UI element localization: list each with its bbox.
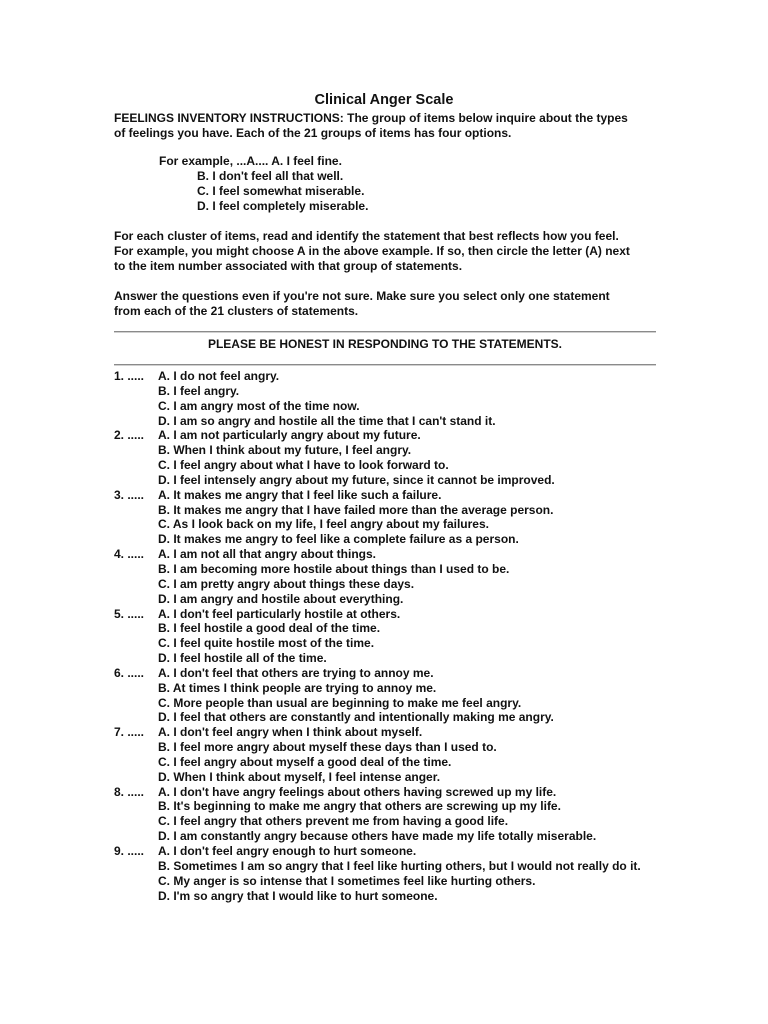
item-option: A. I don't feel particularly hostile at others. xyxy=(158,606,401,621)
item-option: C. As I look back on my life, I feel angry about my failures. xyxy=(158,517,489,532)
item-option: D. I feel hostile all of the time. xyxy=(158,651,327,666)
item-option: D. It makes me angry to feel like a complete failure as a person. xyxy=(158,532,519,547)
example-option-c: C. I feel somewhat miserable. xyxy=(197,184,365,198)
item-row xyxy=(114,859,659,874)
item-option: C. My anger is so intense that I sometimes feel like hurting others. xyxy=(158,873,536,888)
item-option: B. When I think about my future, I feel angry. xyxy=(158,443,412,458)
item-option: D. I'm so angry that I would like to hurt someone. xyxy=(158,888,438,903)
instructions-line-1: FEELINGS INVENTORY INSTRUCTIONS: The group of items below inquire about the types xyxy=(114,111,628,125)
item-number[interactable]: 2. ..... xyxy=(114,428,145,443)
example-option-b: B. I don't feel all that well. xyxy=(197,169,344,183)
item-option: C. I feel angry about what I have to look forward to. xyxy=(158,458,449,473)
item-option: B. I feel more angry about myself these days than I used to. xyxy=(158,740,497,755)
item-list xyxy=(114,369,659,903)
item-option: C. I feel quite hostile most of the time. xyxy=(158,636,375,651)
top-divider xyxy=(114,331,656,333)
item-row xyxy=(114,874,659,889)
item-option: A. I don't have angry feelings about others having screwed up my life. xyxy=(158,784,557,799)
item-option: D. When I think about myself, I feel intense anger. xyxy=(158,769,441,784)
page-title: Clinical Anger Scale xyxy=(314,92,454,108)
item-row xyxy=(114,799,659,814)
item-row xyxy=(114,458,659,473)
item-row xyxy=(114,414,659,429)
item-row xyxy=(114,577,659,592)
item-option: D. I am so angry and hostile all the time that I can't stand it. xyxy=(158,413,496,428)
item-row xyxy=(114,443,659,458)
item-row xyxy=(114,725,659,740)
item-number[interactable]: 7. ..... xyxy=(114,725,145,740)
answer-instructions-line-1: Answer the questions even if you're not sure. Make sure you select only one statement xyxy=(114,289,610,303)
item-option: A. I am not particularly angry about my future. xyxy=(158,428,421,443)
item-row xyxy=(114,384,659,399)
item-option: B. I am becoming more hostile about things than I used to be. xyxy=(158,561,510,576)
item-row xyxy=(114,562,659,577)
item-option: B. It makes me angry that I have failed more than the average person. xyxy=(158,502,554,517)
item-number[interactable]: 3. ..... xyxy=(114,487,145,502)
honesty-banner: PLEASE BE HONEST IN RESPONDING TO THE STATEMENTS. xyxy=(207,337,563,351)
item-option: D. I am constantly angry because others have made my life totally miserable. xyxy=(158,829,597,844)
item-number[interactable]: 6. ..... xyxy=(114,665,145,680)
item-row xyxy=(114,814,659,829)
item-row xyxy=(114,785,659,800)
cluster-instructions-line-1: For each cluster of items, read and identify the statement that best reflects how you feel. xyxy=(114,229,619,243)
cluster-instructions-line-2: For example, you might choose A in the above example. If so, then circle the letter (A) next xyxy=(114,244,630,258)
item-row xyxy=(114,607,659,622)
item-option: B. I feel angry. xyxy=(158,383,240,398)
item-number[interactable]: 1. ..... xyxy=(114,369,145,383)
item-row xyxy=(114,473,659,488)
item-row xyxy=(114,755,659,770)
item-row xyxy=(114,770,659,785)
item-row xyxy=(114,636,659,651)
answer-instructions-line-2: from each of the 21 clusters of statements. xyxy=(114,304,359,318)
item-option: D. I feel intensely angry about my future, since it cannot be improved. xyxy=(158,472,555,487)
item-number[interactable]: 9. ..... xyxy=(114,844,145,858)
item-row xyxy=(114,428,659,443)
item-row xyxy=(114,666,659,681)
instructions-line-2: of feelings you have. Each of the 21 groups of items has four options. xyxy=(114,126,512,140)
item-number[interactable]: 4. ..... xyxy=(114,547,145,562)
item-option: A. I don't feel angry enough to hurt someone. xyxy=(158,844,417,858)
item-row xyxy=(114,710,659,725)
item-option: A. I do not feel angry. xyxy=(158,369,280,383)
item-option: C. I feel angry about myself a good deal of the time. xyxy=(158,754,452,769)
item-option: D. I feel that others are constantly and intentionally making me angry. xyxy=(158,710,554,725)
item-row xyxy=(114,696,659,711)
item-row xyxy=(114,503,659,518)
item-row xyxy=(114,369,659,384)
item-option: A. I don't feel angry when I think about myself. xyxy=(158,725,423,740)
item-row xyxy=(114,889,659,904)
item-option: A. I don't feel that others are trying to annoy me. xyxy=(158,665,434,680)
item-number[interactable]: 8. ..... xyxy=(114,784,145,799)
item-option: A. It makes me angry that I feel like such a failure. xyxy=(158,487,442,502)
item-option: B. At times I think people are trying to annoy me. xyxy=(158,680,437,695)
item-row xyxy=(114,592,659,607)
item-option: B. Sometimes I am so angry that I feel like hurting others, but I would not really do it. xyxy=(158,858,641,873)
item-row xyxy=(114,740,659,755)
item-row xyxy=(114,488,659,503)
item-row xyxy=(114,517,659,532)
item-option: B. It's beginning to make me angry that others are screwing up my life. xyxy=(158,799,561,814)
item-row xyxy=(114,829,659,844)
item-row xyxy=(114,621,659,636)
example-option-d: D. I feel completely miserable. xyxy=(197,199,369,213)
item-option: B. I feel hostile a good deal of the time. xyxy=(158,621,381,636)
item-number[interactable]: 5. ..... xyxy=(114,606,145,621)
item-row xyxy=(114,844,659,859)
example-lead: For example, ...A.... A. I feel fine. xyxy=(159,154,342,168)
item-option: C. I am pretty angry about things these days. xyxy=(158,576,415,591)
item-option: D. I am angry and hostile about everything. xyxy=(158,591,404,606)
item-row xyxy=(114,547,659,562)
item-row xyxy=(114,532,659,547)
item-row xyxy=(114,399,659,414)
item-row xyxy=(114,681,659,696)
item-option: C. I feel angry that others prevent me from having a good life. xyxy=(158,814,509,829)
cluster-instructions-line-3: to the item number associated with that group of statements. xyxy=(114,259,463,273)
item-option: C. More people than usual are beginning to make me feel angry. xyxy=(158,695,522,710)
bottom-divider xyxy=(114,364,656,366)
item-option: C. I am angry most of the time now. xyxy=(158,398,360,413)
item-row xyxy=(114,651,659,666)
item-option: A. I am not all that angry about things. xyxy=(158,547,377,562)
